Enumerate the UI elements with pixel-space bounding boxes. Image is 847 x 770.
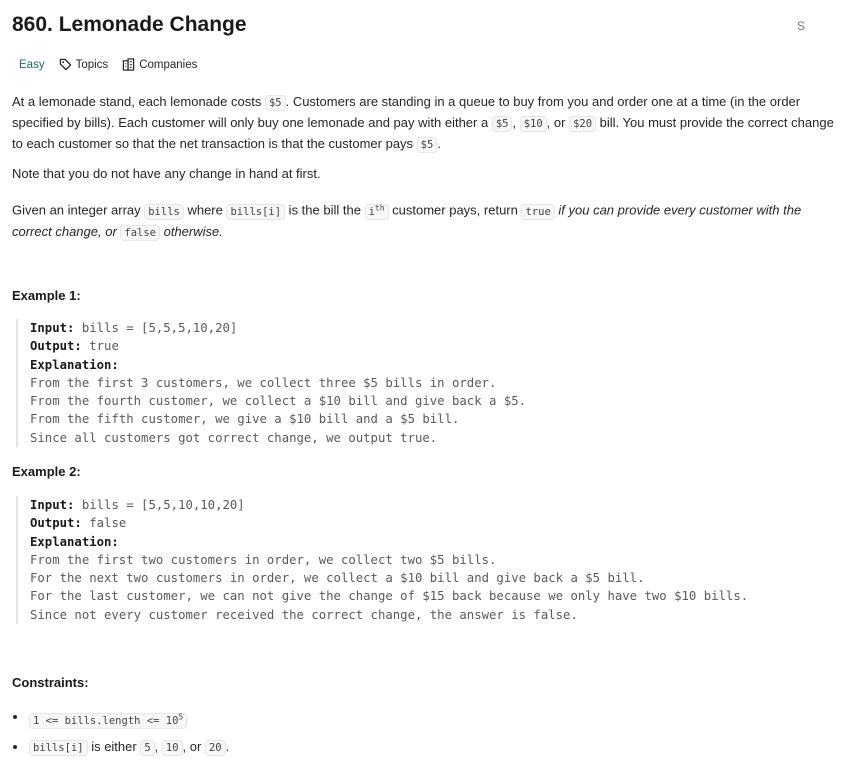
example-2-heading: Example 2: bbox=[12, 464, 81, 479]
example-1-block: Input: bills = [5,5,5,10,20] Output: true Explanation: From the first 3 customers, we collect three $5 bills in order. From the fourth customer, we collect a $10 bill and give back a $5. From the fifth customer, we give a $10 bill and a $5 bill. Since all customers got correct change, we output true. bbox=[16, 319, 526, 447]
example-2-block: Input: bills = [5,5,10,10,20] Output: false Explanation: From the first two customers in order, we collect two $5 bills. For the next two customers in order, we collect a $10 bill and give back a $5 bill. For the last customer, we can not give the change of $15 back because we only have two $10 bills. Since not every customer received the correct change, the answer is false. bbox=[16, 496, 748, 624]
tag-icon bbox=[59, 58, 72, 71]
description-paragraph-2: Note that you do not have any change in hand at first. bbox=[12, 166, 321, 181]
topics-label: Topics bbox=[75, 58, 109, 71]
description-paragraph-1: At a lemonade stand, each lemonade costs $5 . Customers are standing in a queue to buy from you and order one at a time (in the order specified by bills). Each customer will only buy one lemonade and pay with either a $5 , $10 , or $20 bill. You must provide the correct change to each customer so that the net transaction is that the customer pays $5 . bbox=[12, 94, 834, 151]
example-1-heading: Example 1: bbox=[12, 288, 81, 303]
constraints-list bbox=[12, 706, 229, 766]
difficulty-badge: Easy bbox=[19, 58, 45, 71]
page-title: 860. Lemonade Change bbox=[12, 13, 247, 36]
constraint-item: bills[i] is either 5 , 10 , or 20 . bbox=[12, 736, 229, 766]
tag-bar bbox=[19, 58, 197, 71]
constraints-heading: Constraints: bbox=[12, 675, 89, 690]
topics-button[interactable] bbox=[59, 58, 109, 71]
description-paragraph-3: Given an integer array bills where bills[i] is the bill the $i^{th}$ customer pays, return true if you can provide every customer with the correct change, or false otherwise. bbox=[12, 202, 802, 239]
constraint-item: 1 <= bills.length <= $10^5$ bbox=[12, 706, 229, 736]
companies-button[interactable] bbox=[122, 58, 197, 71]
building-icon bbox=[122, 58, 135, 71]
side-panel-edge-text: S bbox=[797, 19, 806, 33]
companies-label: Companies bbox=[139, 58, 198, 71]
